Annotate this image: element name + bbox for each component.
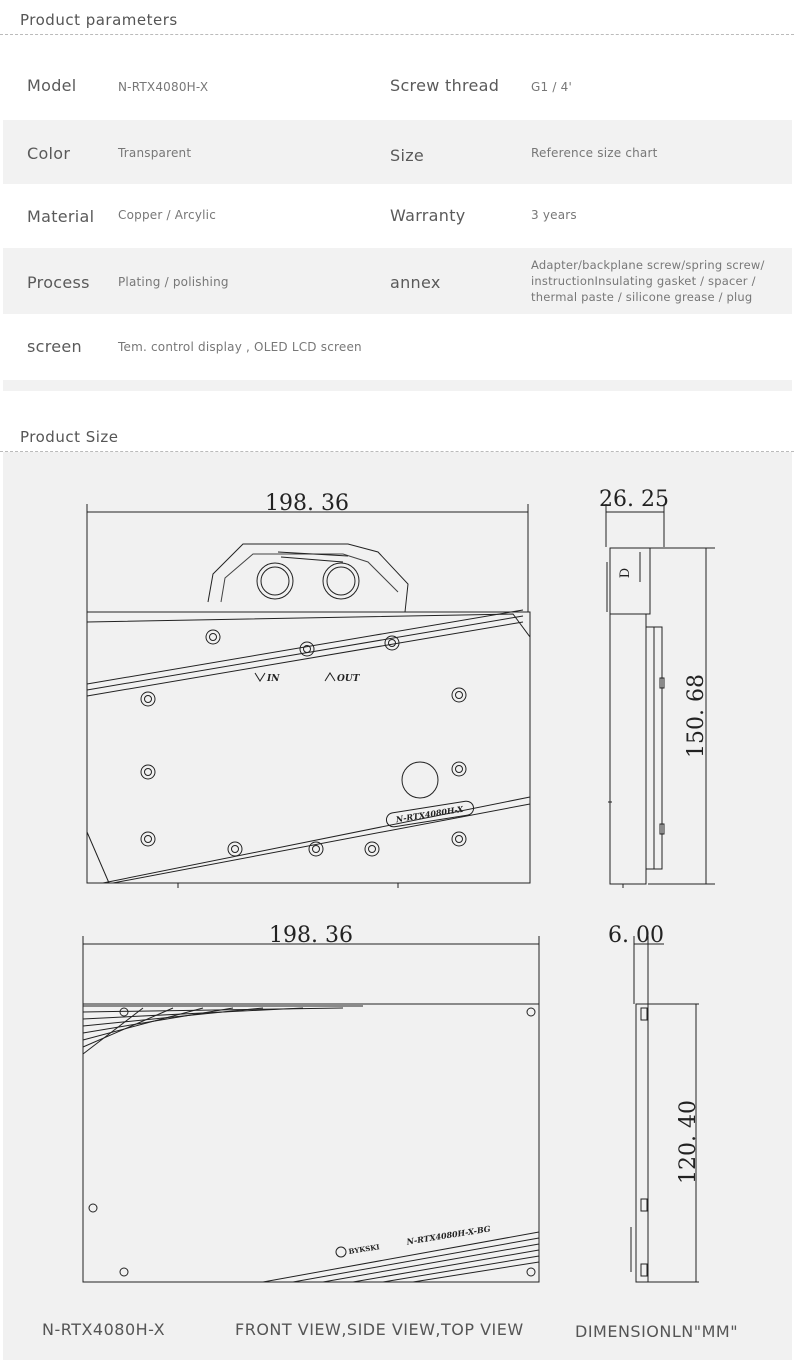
front-screws	[141, 630, 466, 856]
param-value: Reference size chart	[531, 146, 658, 160]
param-value: N-RTX4080H-X	[118, 80, 209, 94]
param-value-annex	[531, 257, 765, 305]
dim-back-width: 198. 36	[269, 923, 353, 948]
params-row-screen	[3, 314, 792, 391]
params-table	[3, 48, 792, 391]
param-label: Size	[390, 146, 425, 165]
param-label: Material	[27, 207, 95, 226]
param-value: Copper / Arcylic	[118, 208, 216, 222]
in-label: IN	[267, 674, 280, 684]
dim-back-height: 120. 40	[676, 1100, 701, 1184]
section-divider	[0, 34, 794, 35]
param-value: 3 years	[531, 208, 577, 222]
dim-front-width: 198. 36	[265, 491, 349, 516]
param-label: annex	[390, 273, 441, 292]
params-row-color	[3, 120, 792, 184]
back-badge: N-RTX4080H-X-BG	[405, 1223, 492, 1247]
dimension-drawing	[3, 452, 792, 1360]
back-logo: BYKSKI	[347, 1242, 381, 1256]
dim-back-thickness: 6. 00	[608, 923, 664, 948]
param-value: Tem. control display , OLED LCD screen	[118, 340, 362, 354]
dim-side-thickness: 26. 25	[599, 487, 669, 512]
annex-line: thermal paste / silicone grease / plug	[531, 290, 753, 304]
annex-line: Adapter/backplane screw/spring screw/	[531, 258, 765, 272]
side-letter: D	[618, 567, 633, 579]
param-label: Model	[27, 76, 77, 95]
caption-dimension: DIMENSIONLN"MM"	[575, 1322, 739, 1341]
params-row-process	[3, 248, 792, 314]
dim-side-height: 150. 68	[684, 674, 709, 758]
param-value: Plating / polishing	[118, 275, 229, 289]
section-title-size: Product Size	[20, 428, 119, 446]
out-label: OUT	[337, 674, 360, 684]
params-row-material	[3, 184, 792, 248]
section-title-params: Product parameters	[20, 11, 178, 29]
technical-drawing	[3, 452, 792, 1360]
caption-views: FRONT VIEW,SIDE VIEW,TOP VIEW	[235, 1320, 524, 1339]
param-value: Transparent	[118, 146, 192, 160]
param-label: Screw thread	[390, 76, 500, 95]
param-label: Warranty	[390, 206, 466, 225]
front-badge: N-RTX4080H-X	[395, 803, 464, 825]
params-row-model	[3, 48, 792, 120]
param-label: screen	[27, 337, 82, 356]
param-value: G1 / 4'	[531, 80, 572, 94]
param-label: Process	[27, 273, 90, 292]
param-label: Color	[27, 144, 71, 163]
screen-circle	[402, 762, 438, 798]
caption-model: N-RTX4080H-X	[42, 1320, 166, 1339]
front-view	[87, 504, 530, 888]
annex-line: instructionInsulating gasket / spacer /	[531, 274, 756, 288]
